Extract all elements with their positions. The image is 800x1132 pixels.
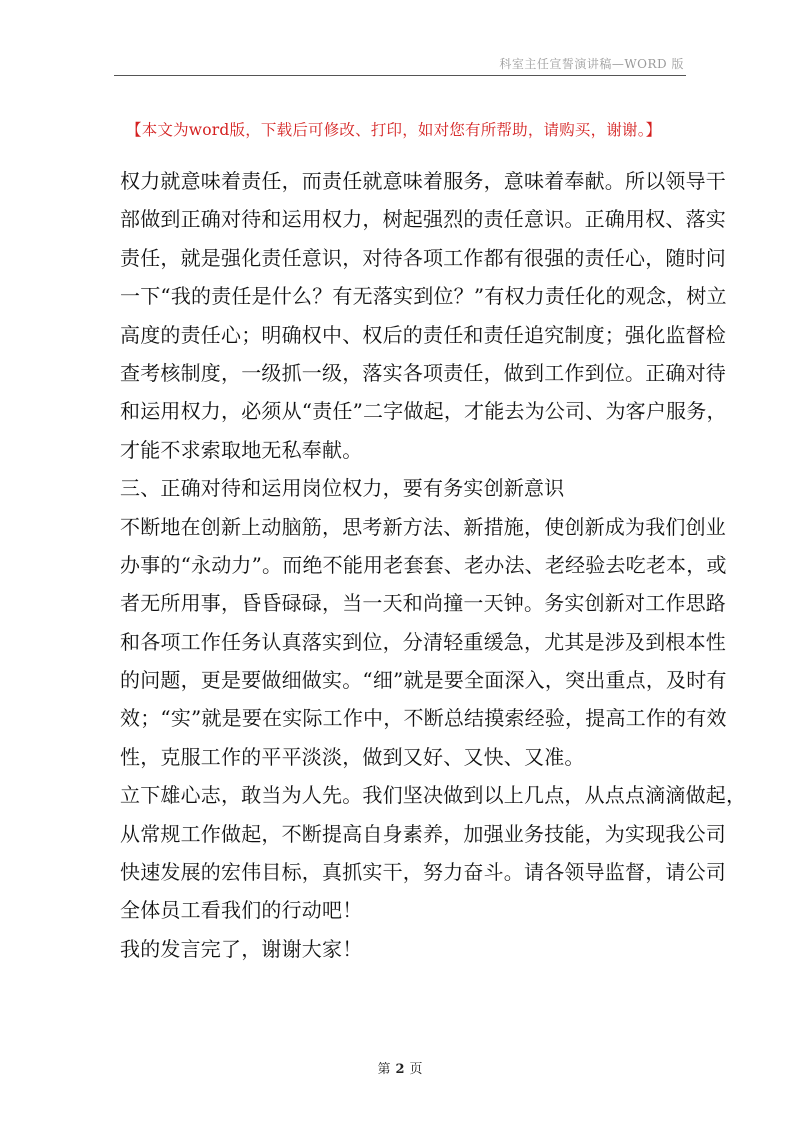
body-line: 性，克服工作的平平淡淡，做到又好、又快、又准。 xyxy=(120,744,585,769)
body-line: 效；“实”就是要在实际工作中，不断总结摸索经验，提高工作的有效 xyxy=(120,706,727,731)
body-line: 我的发言完了，谢谢大家！ xyxy=(120,936,363,961)
body-line: 和运用权力，必须从“责任”二字做起，才能去为公司、为客户服务， xyxy=(120,399,727,424)
purchase-notice: 【本文为word版，下载后可修改、打印，如对您有所帮助，请购买，谢谢。】 xyxy=(126,121,662,139)
body-line: 查考核制度，一级抓一级，落实各项责任，做到工作到位。正确对待 xyxy=(120,360,726,385)
page-footer xyxy=(0,1058,800,1077)
body-line: 从常规工作做起，不断提高自身素养，加强业务技能，为实现我公司 xyxy=(120,821,726,846)
body-line: 权力就意味着责任，而责任就意味着服务，意味着奉献。所以领导干 xyxy=(120,169,726,193)
document-header-title: 科室主任宣誓演讲稿—WORD 版 xyxy=(499,57,684,71)
section-heading: 三、正确对待和运用岗位权力，要有务实创新意识 xyxy=(120,476,565,501)
body-line: 才能不求索取地无私奉献。 xyxy=(120,437,363,462)
body-line: 责任，就是强化责任意识，对待各项工作都有很强的责任心，随时问 xyxy=(120,245,726,270)
header-divider xyxy=(114,75,686,76)
body-line: 办事的“永动力”。而绝不能用老套套、老办法、老经验去吃老本，或 xyxy=(120,552,727,577)
body-line: 一下“我的责任是什么？有无落实到位？”有权力责任化的观念，树立 xyxy=(120,284,727,309)
page-prefix: 第 xyxy=(377,1062,391,1077)
body-line: 高度的责任心；明确权中、权后的责任和责任追究制度；强化监督检 xyxy=(120,322,726,347)
body-line: 全体员工看我们的行动吧！ xyxy=(120,898,363,923)
body-line: 者无所用事，昏昏碌碌，当一天和尚撞一天钟。务实创新对工作思路 xyxy=(120,591,726,616)
body-line: 部做到正确对待和运用权力，树起强烈的责任意识。正确用权、落实 xyxy=(120,207,726,232)
body-line: 立下雄心志，敢当为人先。我们坚决做到以上几点，从点点滴滴做起， xyxy=(120,783,747,808)
page-number: 2 xyxy=(395,1062,405,1077)
body-line: 不断地在创新上动脑筋，思考新方法、新措施，使创新成为我们创业 xyxy=(120,514,726,539)
body-line: 和各项工作任务认真落实到位，分清轻重缓急，尤其是涉及到根本性 xyxy=(120,629,726,654)
document-body xyxy=(120,162,747,968)
body-line: 的问题，更是要做细做实。“细”就是要全面深入，突出重点，及时有 xyxy=(120,668,727,693)
body-line: 快速发展的宏伟目标，真抓实干，努力奋斗。请各领导监督，请公司 xyxy=(120,860,726,885)
page-suffix: 页 xyxy=(409,1062,423,1077)
